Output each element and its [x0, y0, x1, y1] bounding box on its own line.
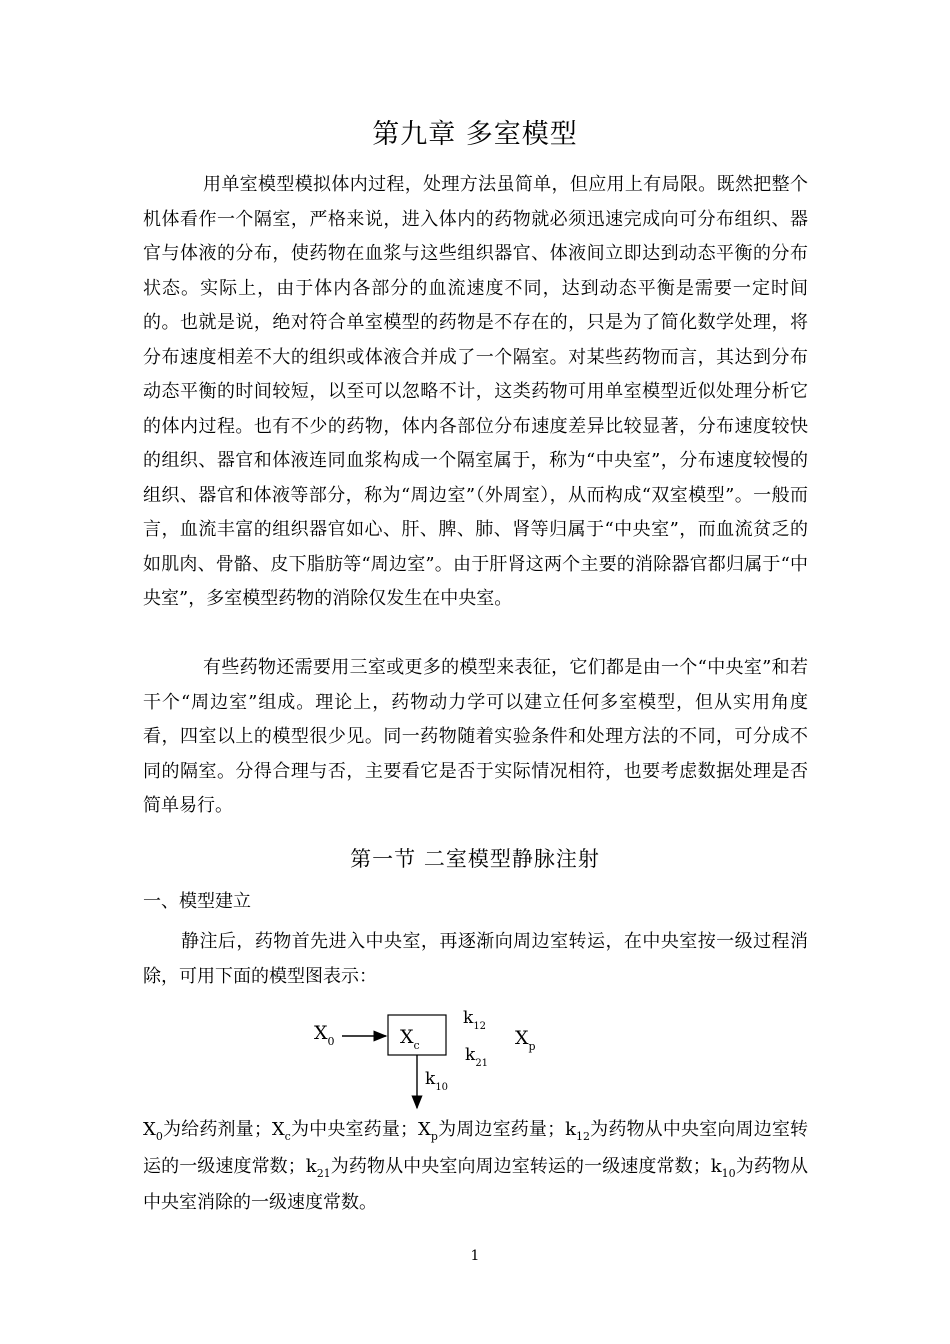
k12-label: $k_{12}$ — [463, 1008, 487, 1032]
two-compartment-diagram — [300, 1005, 560, 1115]
page-number: 1 — [470, 1248, 480, 1264]
definition-xc: $X_c$为中央室药量； — [271, 1119, 419, 1143]
multi-compartment-paragraph: 有些药物还需要用三室或更多的模型来表征，它们都是由一个“中央室”和若干个“周边室”组成。理论上，药物动力学可以建立任何多室模型，但从实用角度看，四室以上的模型很少见。同一药物随着实验条件和处理方法的不同，可分成不同的隔室。分得合理与否，主要看它是否于实际情况相符，也要考虑数据处理是否简单易行。 — [143, 657, 808, 816]
xc-label: $X_c$ — [400, 1026, 420, 1052]
model-description-paragraph: 静注后，药物首先进入中央室，再逐渐向周边室转运，在中央室按一级过程消除，可用下面的模型图表示： — [143, 931, 808, 987]
definition-x0: $X_0$为给药剂量； — [143, 1119, 272, 1143]
definition-k12: $k_{12}$为药物从中央室向周边室转运的一级速度常数； — [143, 1119, 809, 1177]
k21-label: $k_{21}$ — [465, 1045, 489, 1069]
diagram-lines — [300, 1005, 560, 1115]
intro-paragraph: 用单室模型模拟体内过程，处理方法虽简单，但应用上有局限。既然把整个机体看作一个隔室，严格来说，进入体内的药物就必须迅速完成向可分布组织、器官与体液的分布，使药物在血浆与这些组织器官、体液间立即达到动态平衡的分布状态。实际上，由于体内各部分的血流速度不同，达到动态平衡是需要一定时间的。也就是说，绝对符合单室模型的药物是不存在的，只是为了简化数学处理，将分布速度相差不大的组织或体液合并成了一个隔室。对某些药物而言，其达到分布动态平衡的时间较短，以至可以忽略不计，这类药物可用单室模型近似处理分析它的体内过程。也有不少的药物，体内各部位分布速度差异比较显著，分布速度较快的组织、器官和体液连同血浆构成一个隔室属于，称为“中央室”，分布速度较慢的组织、器官和体液等部分，称为“周边室”（外周室），从而构成“双室模型”。一般而言，血流丰富的组织器官如心、肝、脾、肺、肾等归属于“中央室”，而血流贫乏的如肌肉、骨骼、皮下脂肪等“周边室”。由于肝肾这两个主要的消除器官都归属于“中央室”，多室模型药物的消除仅发生在中央室。 — [143, 174, 808, 609]
x0-label: $X_0$ — [314, 1022, 335, 1048]
section-title: 第一节 二室模型静脉注射 — [350, 847, 600, 871]
definitions-paragraph — [143, 1113, 808, 1221]
xp-label: $X_p$ — [515, 1027, 536, 1053]
definition-k21: $k_{21}$为药物从中央室向周边室转运的一级速度常数； — [305, 1155, 711, 1180]
definition-k10: $k_{10}$为药物从中央室消除的一级速度常数。 — [143, 1155, 809, 1213]
k10-label: $k_{10}$ — [425, 1069, 449, 1093]
definition-xp: $X_p$为周边室药量； — [418, 1119, 566, 1143]
chapter-title: 第九章 多室模型 — [372, 119, 578, 150]
subsection-title: 一、模型建立 — [143, 891, 251, 912]
